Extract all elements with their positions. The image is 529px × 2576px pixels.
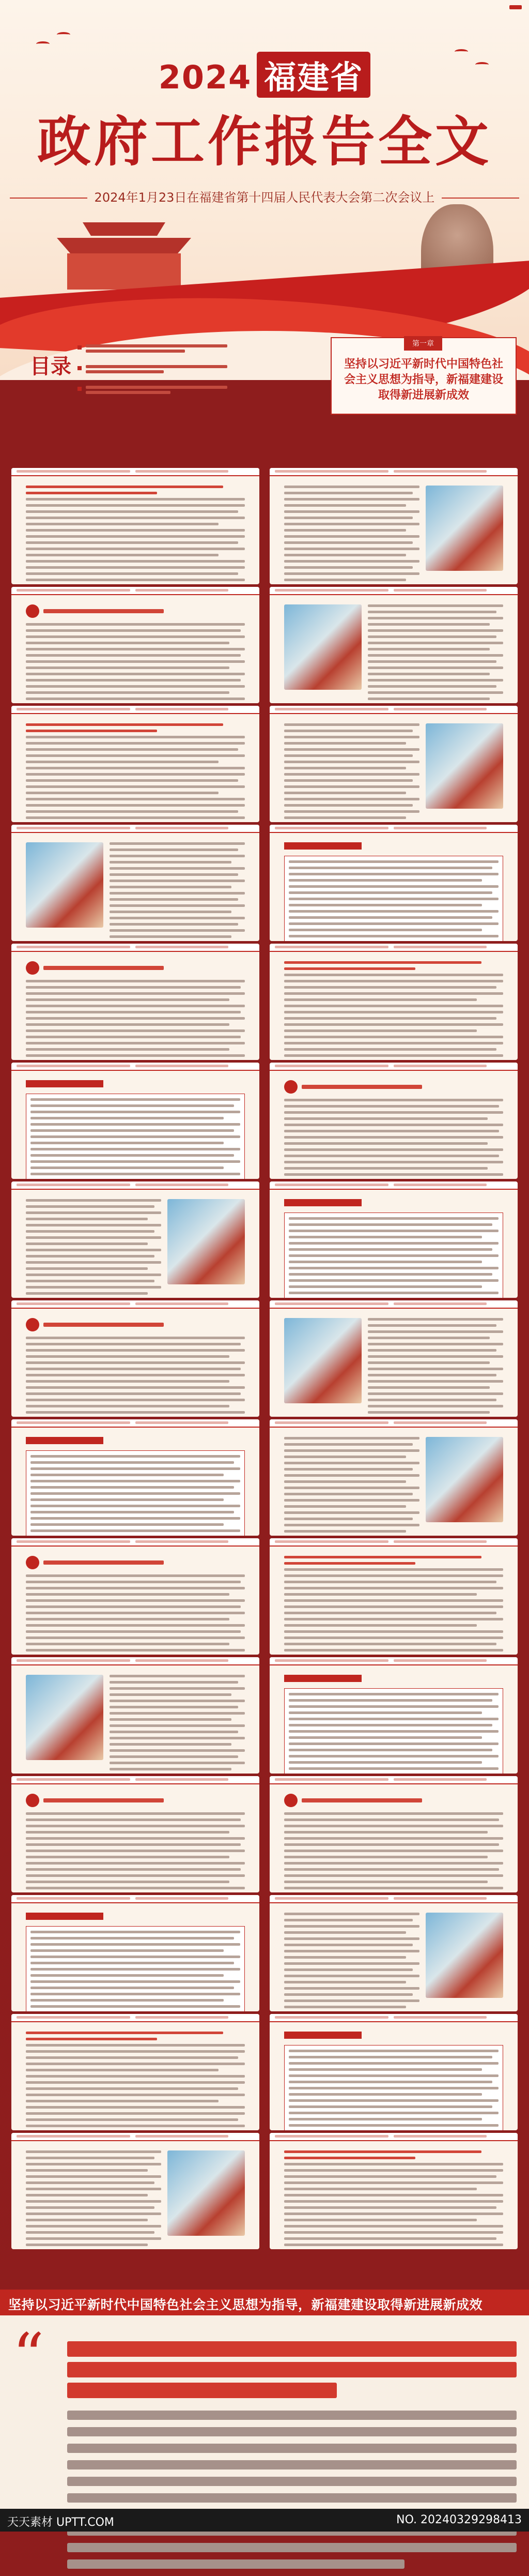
- cover-province-badge: 福建省: [257, 52, 370, 98]
- toc-title: 目录: [30, 355, 71, 378]
- chapter-card: [331, 337, 517, 415]
- news-photo: [167, 1199, 245, 1284]
- slide-body: [26, 1318, 245, 1410]
- section-label: [284, 842, 362, 850]
- news-photo: [167, 2150, 245, 2236]
- slide-header: [270, 944, 518, 952]
- cover-subtitle: [0, 187, 529, 205]
- slide-header: [270, 468, 518, 476]
- slide-header: [270, 1300, 518, 1309]
- slide-body: [284, 961, 503, 1053]
- slide-body: [284, 1794, 503, 1885]
- toc-list: [77, 342, 227, 404]
- slide-body: [26, 2032, 245, 2123]
- section-label: [26, 1913, 103, 1920]
- slide-header: [270, 1181, 518, 1190]
- slide-panel: [11, 1895, 259, 2011]
- footer-site: 天天素材 UPTT.COM: [7, 2516, 114, 2529]
- slide-panel: [11, 1776, 259, 1892]
- slide-header: [11, 1895, 259, 1903]
- slide-panel: [270, 587, 518, 703]
- slide-panel: [270, 468, 518, 584]
- slide-body: [26, 486, 245, 577]
- slide-header: [11, 1300, 259, 1309]
- slide-header: [11, 944, 259, 952]
- slide-body: [26, 1437, 245, 1528]
- quote-mark-icon: “: [12, 2321, 44, 2392]
- slide-header: [270, 1063, 518, 1071]
- slide-header: [11, 706, 259, 714]
- slide-header: [270, 1657, 518, 1665]
- final-body: [67, 2341, 517, 2576]
- section-box: [284, 1688, 503, 1774]
- section-box: [26, 1094, 245, 1179]
- slide-body: [284, 1556, 503, 1647]
- slide-body: [26, 842, 245, 934]
- slide-header: [270, 825, 518, 833]
- cover-title-line1: [0, 52, 529, 98]
- section-number-icon: [284, 1080, 298, 1094]
- slide-header: [11, 468, 259, 476]
- section-box: [284, 2045, 503, 2130]
- slide-body: [284, 842, 503, 934]
- slide-panel: [11, 2014, 259, 2130]
- slide-panel: [11, 1419, 259, 1536]
- slide-body: [284, 1199, 503, 1291]
- toc-item: [77, 342, 227, 355]
- slide-panel: [270, 1895, 518, 2011]
- section-number-icon: [26, 1794, 39, 1807]
- slide-body: [284, 1437, 503, 1528]
- slide-header: [11, 2133, 259, 2141]
- slide-panel: [270, 706, 518, 822]
- slide-header: [270, 587, 518, 595]
- slide-body: [284, 1675, 503, 1766]
- tiananmen-illustration: [46, 222, 201, 290]
- news-photo: [284, 1318, 362, 1403]
- slide-panel: [270, 1776, 518, 1892]
- slide-panel: [11, 587, 259, 703]
- slide-body: [26, 1794, 245, 1885]
- slide-panel: [11, 1538, 259, 1655]
- section-label: [284, 2032, 362, 2039]
- slide-panel: [11, 1181, 259, 1298]
- slide-panel: [11, 825, 259, 941]
- slide-body: [26, 723, 245, 815]
- slide-body: [284, 1080, 503, 1172]
- section-number-icon: [26, 604, 39, 618]
- slide-panel: [11, 468, 259, 584]
- slide-header: [270, 706, 518, 714]
- slide-header: [270, 2014, 518, 2022]
- slide-body: [26, 1556, 245, 1647]
- slide-body: [26, 961, 245, 1053]
- slide-panel: [270, 1657, 518, 1774]
- section-number-icon: [26, 1556, 39, 1569]
- slide-body: [284, 2032, 503, 2123]
- final-banner-title: 坚持以习近平新时代中国特色社会主义思想为指导，新福建建设取得新进展新成效: [0, 2290, 529, 2315]
- news-photo: [284, 604, 362, 690]
- slide-header: [11, 1538, 259, 1547]
- section-box: [26, 1926, 245, 2011]
- cover-main-title: 政府工作报告全文: [37, 110, 492, 173]
- slide-body: [284, 1913, 503, 2004]
- slide-header: [11, 587, 259, 595]
- section-box: [26, 1450, 245, 1536]
- toc-section: [0, 327, 529, 482]
- slide-body: [26, 1199, 245, 1291]
- slide-panel: [11, 944, 259, 1060]
- slide-body: [284, 604, 503, 696]
- section-number-icon: [284, 1794, 298, 1807]
- slide-panel: [270, 2014, 518, 2130]
- toc-item: [77, 363, 227, 375]
- slide-header: [11, 1181, 259, 1190]
- section-number-icon: [26, 1318, 39, 1331]
- slide-header: [11, 1419, 259, 1428]
- section-label: [284, 1675, 362, 1682]
- slide-body: [284, 486, 503, 577]
- final-section: [0, 2290, 529, 2532]
- slide-body: [284, 1318, 503, 1410]
- slide-header: [270, 1776, 518, 1784]
- toc-item: [77, 384, 227, 396]
- section-label: [26, 1080, 103, 1087]
- slide-panel: [11, 2133, 259, 2249]
- slide-header: [11, 1776, 259, 1784]
- bird-icon: [36, 41, 50, 47]
- news-photo: [426, 1437, 503, 1522]
- slide-header: [270, 1895, 518, 1903]
- section-label: [26, 1437, 103, 1444]
- slide-panel: [270, 1419, 518, 1536]
- slide-body: [26, 2150, 245, 2242]
- news-photo: [26, 842, 103, 928]
- slide-panel: [270, 1538, 518, 1655]
- news-photo: [426, 486, 503, 571]
- footer-number: NO. 20240329298413: [396, 2513, 522, 2526]
- slide-panel: [270, 1181, 518, 1298]
- section-box: [284, 1213, 503, 1298]
- slide-header: [270, 2133, 518, 2141]
- news-photo: [426, 723, 503, 809]
- chapter-title: 坚持以习近平新时代中国特色社会主义思想为指导，新福建建设取得新进展新成效: [344, 358, 503, 402]
- slide-body: [26, 1913, 245, 2004]
- section-box: [284, 856, 503, 941]
- slide-body: [284, 2150, 503, 2242]
- bird-icon: [57, 32, 70, 37]
- slide-panel: [270, 944, 518, 1060]
- slide-body: [26, 1675, 245, 1766]
- cover-year: 2024: [158, 58, 252, 96]
- slide-body: [284, 723, 503, 815]
- slide-panel: [11, 1657, 259, 1774]
- section-label: [284, 1199, 362, 1206]
- slide-header: [11, 2014, 259, 2022]
- slide-header: [11, 825, 259, 833]
- slide-panel: [11, 706, 259, 822]
- cover-section: [0, 0, 529, 380]
- corner-tag: [509, 5, 522, 9]
- slide-panel: [11, 1300, 259, 1417]
- slide-panel: [270, 1063, 518, 1179]
- slide-header: [11, 1063, 259, 1071]
- watermark-footer: [0, 2509, 529, 2532]
- chapter-tag: 第一章: [404, 336, 442, 351]
- slide-header: [11, 1657, 259, 1665]
- slide-panel: [270, 1300, 518, 1417]
- slide-panel: [270, 2133, 518, 2249]
- slide-panel: [11, 1063, 259, 1179]
- slide-panel: [270, 825, 518, 941]
- slide-body: [26, 604, 245, 696]
- section-number-icon: [26, 961, 39, 975]
- slide-header: [270, 1538, 518, 1547]
- news-photo: [26, 1675, 103, 1760]
- slide-header: [270, 1419, 518, 1428]
- slide-body: [26, 1080, 245, 1172]
- cover-subtitle-text: 2024年1月23日在福建省第十四届人民代表大会第二次会议上: [94, 190, 435, 205]
- news-photo: [426, 1913, 503, 1998]
